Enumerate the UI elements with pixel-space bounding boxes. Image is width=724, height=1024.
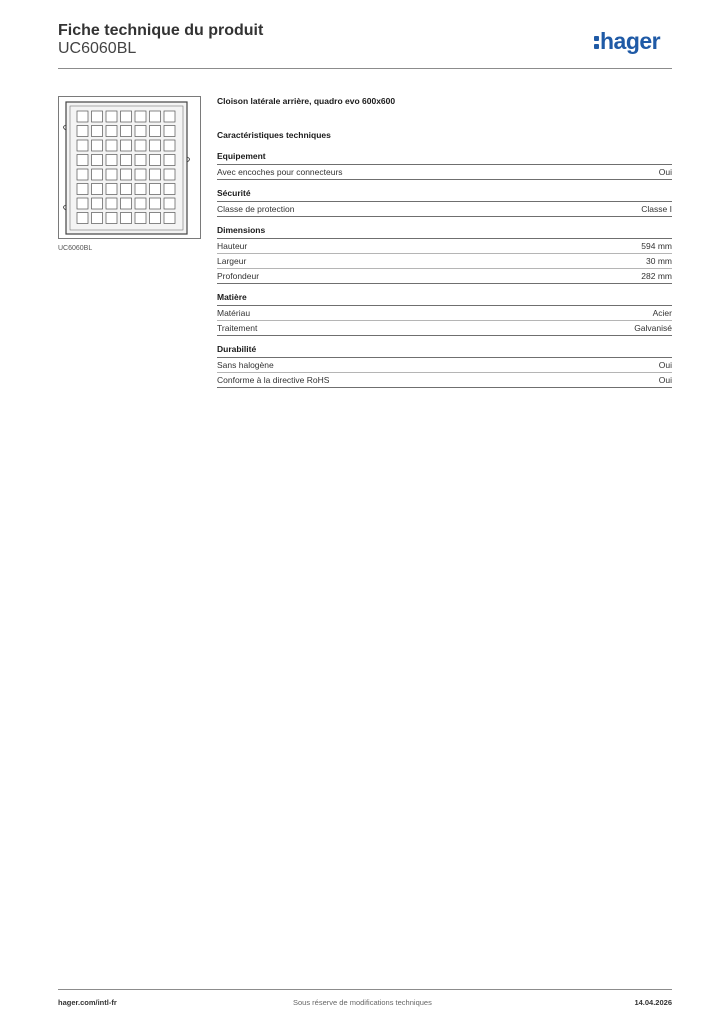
panel-slot	[121, 140, 132, 151]
panel-slot	[121, 198, 132, 209]
section-title: Matière	[217, 292, 672, 306]
spec-row	[217, 165, 672, 180]
product-description: Cloison latérale arrière, quadro evo 600x600	[217, 96, 396, 106]
panel-slot	[106, 155, 117, 166]
panel-slot	[135, 169, 146, 180]
panel-slot	[106, 184, 117, 195]
panel-slot	[150, 198, 161, 209]
spec-value: Oui	[658, 375, 672, 385]
panel-slot	[77, 213, 88, 224]
panel-slot	[121, 111, 132, 122]
panel-slot	[77, 126, 88, 137]
section-equipement	[217, 151, 672, 180]
spec-label: Traitement	[217, 323, 258, 333]
panel-slot	[77, 155, 88, 166]
logo-dots-icon	[594, 34, 599, 50]
spec-row	[217, 306, 672, 321]
panel-slot	[106, 198, 117, 209]
panel-slot	[150, 140, 161, 151]
section-title: Dimensions	[217, 225, 672, 239]
panel-slot	[92, 184, 103, 195]
panel-slot	[92, 126, 103, 137]
panel-slot	[164, 126, 175, 137]
panel-slot	[77, 169, 88, 180]
spec-row	[217, 254, 672, 269]
spec-label: Profondeur	[217, 271, 260, 281]
section-securite	[217, 188, 672, 217]
spec-row	[217, 269, 672, 284]
panel-slot	[150, 169, 161, 180]
spec-label: Conforme à la directive RoHS	[217, 375, 330, 385]
footer-date: 14.04.2026	[634, 998, 672, 1007]
spec-value: 594 mm	[641, 241, 672, 251]
panel-slot	[135, 111, 146, 122]
product-image	[58, 96, 201, 239]
section-durabilite	[217, 344, 672, 388]
panel-slot	[164, 198, 175, 209]
panel-slot	[135, 213, 146, 224]
spec-value: 282 mm	[641, 271, 672, 281]
panel-slot	[92, 169, 103, 180]
panel-slot	[77, 184, 88, 195]
spec-value: Oui	[658, 167, 672, 177]
panel-slot	[135, 198, 146, 209]
panel-slot	[92, 155, 103, 166]
panel-slot	[150, 111, 161, 122]
section-title: Equipement	[217, 151, 672, 165]
spec-row	[217, 202, 672, 217]
page-title: Fiche technique du produit	[58, 22, 264, 39]
panel-slot	[164, 140, 175, 151]
panel-slot	[106, 126, 117, 137]
panel-slot	[106, 140, 117, 151]
rear-side-partition-panel-image	[59, 97, 200, 238]
panel-slot	[164, 213, 175, 224]
spec-value: Oui	[658, 360, 672, 370]
panel-slot	[77, 198, 88, 209]
brand-logo	[594, 28, 660, 54]
panel-slot	[164, 184, 175, 195]
spec-label: Sans halogène	[217, 360, 274, 370]
spec-label: Matériau	[217, 308, 251, 318]
panel-slot	[164, 169, 175, 180]
section-title: Sécurité	[217, 188, 672, 202]
spec-label: Hauteur	[217, 241, 248, 251]
panel-slot	[164, 155, 175, 166]
section-title: Durabilité	[217, 344, 672, 358]
panel-slot	[77, 140, 88, 151]
panel-slot	[150, 155, 161, 166]
panel-slot	[135, 155, 146, 166]
panel-slot	[106, 111, 117, 122]
footer-disclaimer: Sous réserve de modifications techniques	[293, 998, 432, 1007]
panel-slot	[121, 213, 132, 224]
panel-slot	[135, 126, 146, 137]
footer-website: hager.com/intl-fr	[58, 998, 117, 1007]
panel-slot	[164, 111, 175, 122]
panel-slot	[92, 213, 103, 224]
spec-value: Classe I	[641, 204, 672, 214]
panel-slot	[106, 213, 117, 224]
panel-slot	[92, 111, 103, 122]
panel-slot	[150, 126, 161, 137]
header-divider	[58, 68, 672, 69]
panel-slot	[150, 213, 161, 224]
panel-slot	[106, 169, 117, 180]
footer-divider	[58, 989, 672, 990]
spec-label: Largeur	[217, 256, 247, 266]
spec-row	[217, 321, 672, 336]
product-details	[217, 96, 672, 396]
spec-row	[217, 358, 672, 373]
brand-logo-text: hager	[600, 28, 661, 54]
spec-row	[217, 373, 672, 388]
panel-slot	[135, 184, 146, 195]
characteristics-title: Caractéristiques techniques	[217, 130, 331, 140]
panel-slot	[121, 155, 132, 166]
panel-slot	[92, 198, 103, 209]
spec-label: Avec encoches pour connecteurs	[217, 167, 343, 177]
panel-slot	[92, 140, 103, 151]
spec-value: 30 mm	[646, 256, 672, 266]
spec-value: Galvanisé	[634, 323, 672, 333]
section-dimensions	[217, 225, 672, 284]
spec-label: Classe de protection	[217, 204, 295, 214]
panel-slot	[135, 140, 146, 151]
panel-slot	[121, 184, 132, 195]
panel-slot	[150, 184, 161, 195]
panel-slot	[121, 126, 132, 137]
section-matiere	[217, 292, 672, 336]
image-caption: UC6060BL	[58, 245, 93, 252]
panel-slot	[121, 169, 132, 180]
panel-slot	[77, 111, 88, 122]
spec-value: Acier	[652, 308, 672, 318]
product-code: UC6060BL	[58, 40, 137, 57]
spec-row	[217, 239, 672, 254]
